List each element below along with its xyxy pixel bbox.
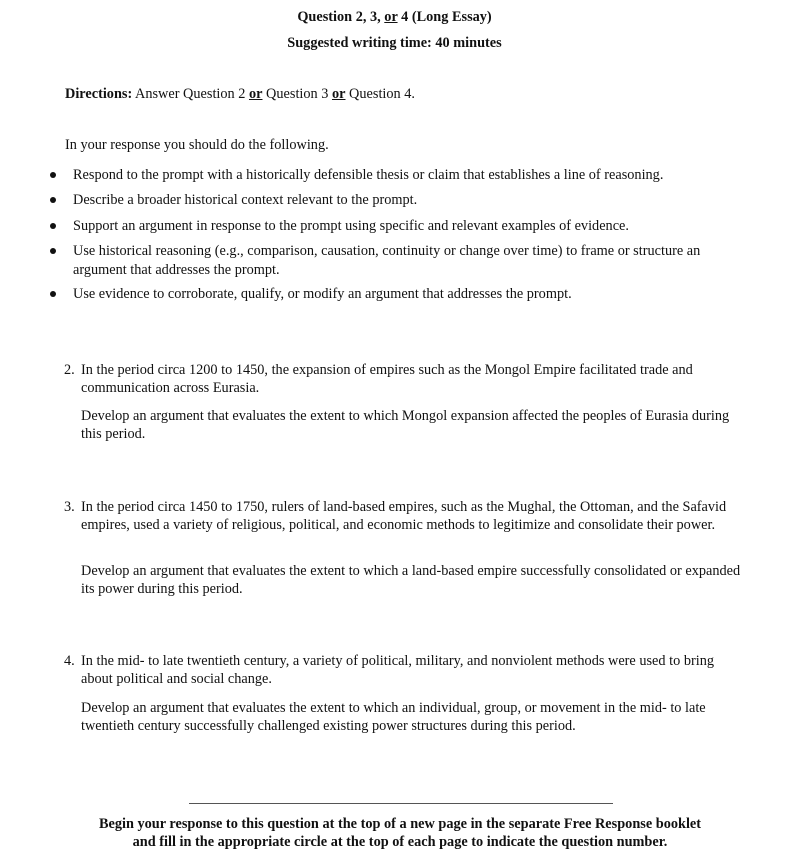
question-context: In the mid- to late twentieth century, a variety of political, military, and nonviolent methods were used to bring about political and social change. — [81, 653, 714, 687]
response-intro: In your response you should do the following. — [65, 137, 329, 153]
requirement-item: Describe a broader historical context relevant to the prompt. — [73, 192, 418, 208]
directions-text-2: Question 3 — [262, 86, 332, 102]
title-prefix: Question 2, 3, — [297, 9, 385, 25]
requirement-item: Respond to the prompt with a historically defensible thesis or claim that establishes a line of reasoning. — [73, 167, 664, 183]
bullet-icon — [50, 197, 56, 203]
directions-text-3: Question 4. — [345, 86, 415, 102]
bullet-icon — [50, 248, 56, 254]
footer-line-1: Begin your response to this question at the top of a new page in the separate Free Response booklet — [98, 816, 702, 832]
footer-instructions — [60, 815, 740, 851]
footer-line-2: and fill in the appropriate circle at the top of each page to indicate the question number. — [132, 834, 668, 850]
bullet-icon — [50, 291, 56, 297]
requirement-item: Use evidence to corroborate, qualify, or modify an argument that addresses the prompt. — [73, 286, 572, 302]
page-subtitle: Suggested writing time: 40 minutes — [287, 35, 502, 51]
title-or: or — [384, 9, 398, 25]
bullet-icon — [50, 223, 56, 229]
title-suffix: 4 (Long Essay) — [397, 9, 492, 25]
bullet-icon — [50, 172, 56, 178]
page-title — [0, 9, 789, 26]
footer-divider — [189, 803, 613, 804]
question-context: In the period circa 1200 to 1450, the expansion of empires such as the Mongol Empire facilitated trade and communication across Eurasia. — [81, 362, 693, 396]
requirement-item: Use historical reasoning (e.g., comparison, causation, continuity or change over time) to frame or structure an argument that addresses the prompt. — [73, 243, 701, 278]
question-task: Develop an argument that evaluates the extent to which a land-based empire successfully consolidated or expanded its power during this period. — [81, 563, 741, 597]
question-number: 4. — [64, 653, 75, 669]
question-number: 2. — [64, 362, 75, 378]
question-task: Develop an argument that evaluates the extent to which an individual, group, or movement in the mid- to late twentieth century successfully challenged existing power structures during this period. — [81, 700, 706, 734]
requirement-item: Support an argument in response to the prompt using specific and relevant examples of evidence. — [73, 218, 629, 234]
directions-text-1: Answer Question 2 — [132, 86, 249, 102]
question-number: 3. — [64, 499, 75, 515]
question-task: Develop an argument that evaluates the extent to which Mongol expansion affected the peoples of Eurasia during this period. — [81, 408, 730, 442]
directions — [65, 86, 415, 103]
directions-or-1: or — [248, 86, 263, 102]
question-context: In the period circa 1450 to 1750, rulers of land-based empires, such as the Mughal, the Ottoman, and the Safavid empires, used a variety of religious, political, and economic methods to legitimize and consolidate their power. — [81, 499, 727, 533]
directions-label: Directions: — [65, 86, 133, 102]
directions-or-2: or — [331, 86, 346, 102]
